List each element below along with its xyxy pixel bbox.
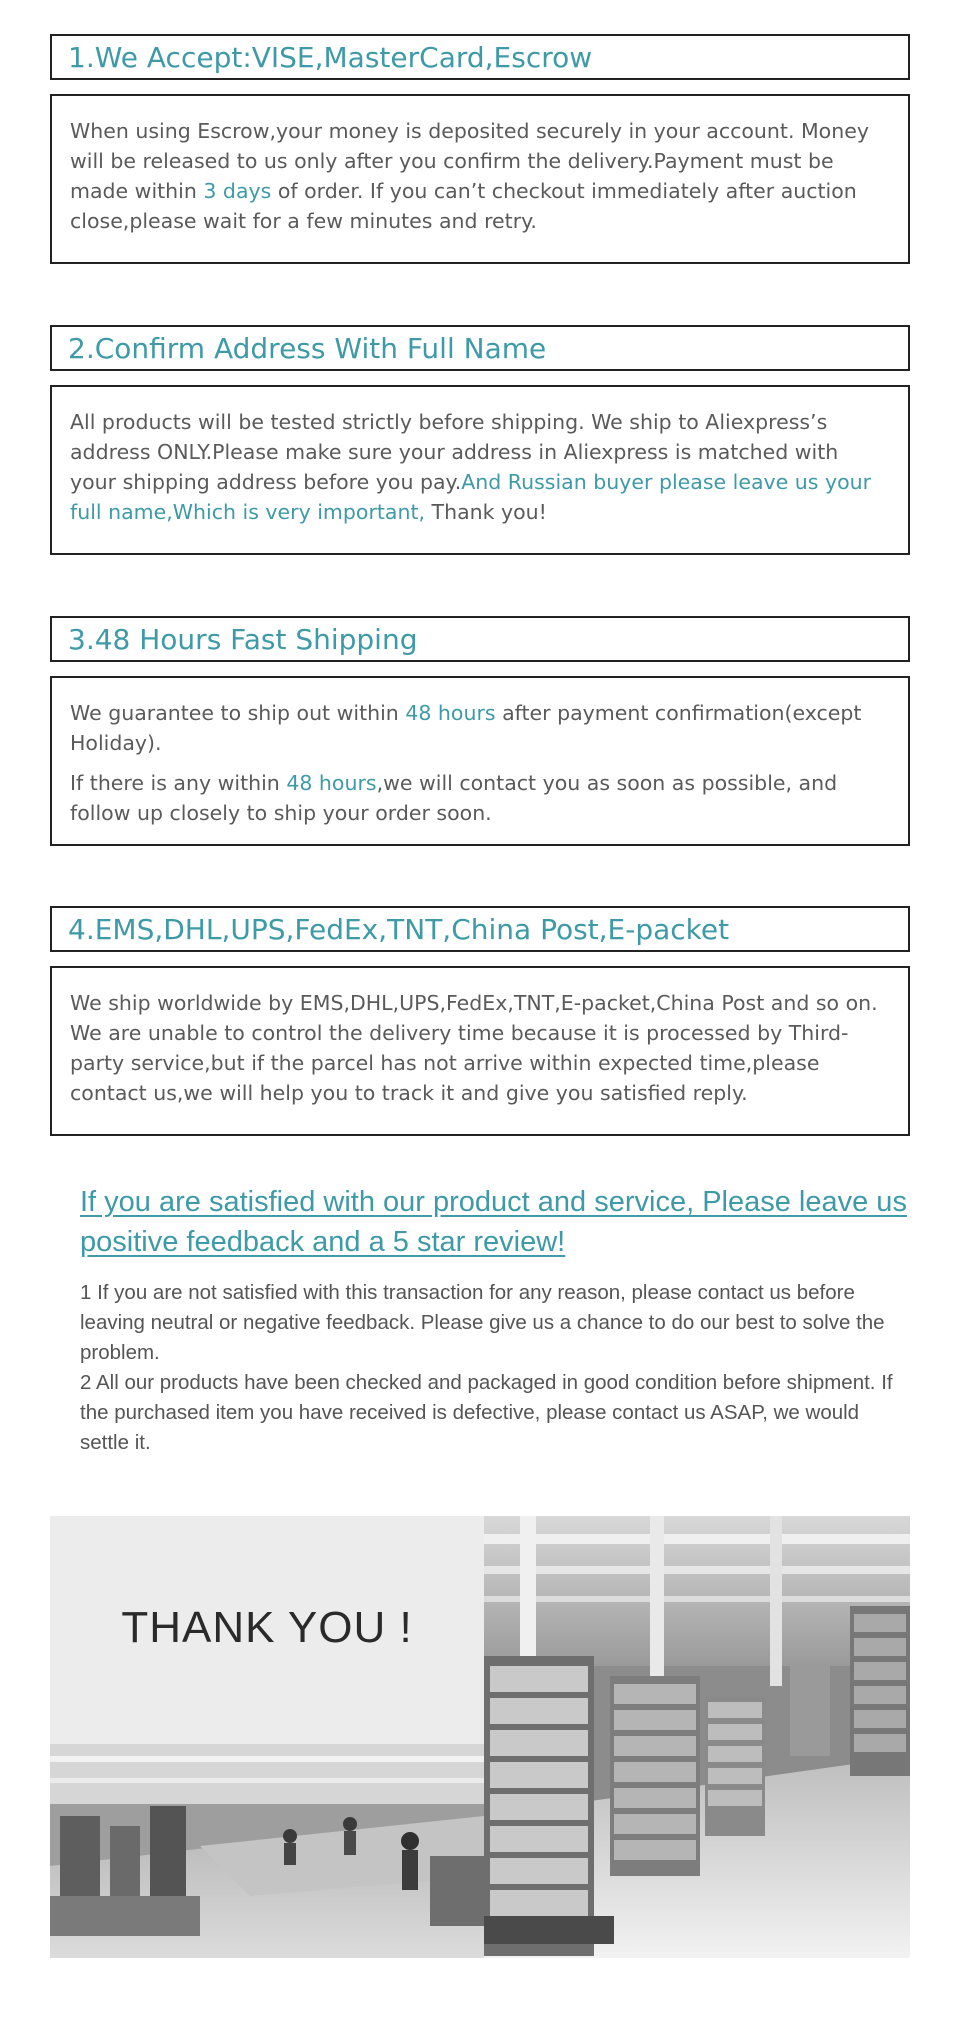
- body-text: ,we will contact you as soon as possible, and follow up closely to ship your order soon.: [70, 771, 838, 825]
- body-text: of order. If you can’t checkout immediately after auction close,please wait for a few minutes and retry.: [70, 179, 857, 233]
- highlighted-text: And Russian buyer please leave us your full name,Which is very important,: [70, 470, 872, 524]
- section-3-paragraph: [70, 768, 890, 828]
- section-3-text: [70, 698, 890, 828]
- highlighted-text: 48 hours: [405, 701, 496, 725]
- section-4-title: 4.EMS,DHL,UPS,FedEx,TNT,China Post,E-packet: [68, 913, 730, 946]
- section-1-body: [50, 94, 910, 264]
- section-1-title: 1.We Accept:VISE,MasterCard,Escrow: [68, 41, 593, 74]
- section-2-title-box: [50, 325, 910, 371]
- section-2-paragraph: [70, 407, 890, 527]
- feedback-point-2: 2 All our products have been checked and packaged in good condition before shipment. If the purchased item you have received is defective, please contact us ASAP, we would settle it.: [80, 1371, 893, 1454]
- section-4-text: [70, 988, 890, 1108]
- thank-you-text: THANK YOU !: [121, 1603, 413, 1652]
- section-3-paragraph: [70, 698, 890, 758]
- section-4-paragraph: [70, 988, 890, 1108]
- section-4-title-box: [50, 906, 910, 952]
- body-text: If there is any within: [70, 771, 287, 795]
- section-2-title: 2.Confirm Address With Full Name: [68, 332, 547, 365]
- workshop-photo: [50, 1744, 484, 1958]
- feedback-headline: If you are satisfied with our product and service, Please leave us positive feedback and a 5 star review!: [80, 1186, 907, 1258]
- body-text: All products will be tested strictly before shipping. We ship to Aliexpress’s address ONLY.Please make sure your address in Aliexpress is matched with your shipping address before you pay.: [70, 410, 839, 494]
- body-text: after payment confirmation(except Holiday).: [70, 701, 862, 755]
- section-2-body: [50, 385, 910, 555]
- body-text: We ship worldwide by EMS,DHL,UPS,FedEx,TNT,E-packet,China Post and so on. We are unable to control the delivery time because it is processed by Third-party service,but if the parcel has not arrive within expected time,please contact us,we will help you to track it and give you satisfied reply.: [70, 991, 878, 1105]
- highlighted-text: 48 hours: [286, 771, 377, 795]
- body-text: We guarantee to ship out within: [70, 701, 406, 725]
- thank-you-area: [50, 1516, 484, 1744]
- section-3-title-box: [50, 616, 910, 662]
- section-4-body: [50, 966, 910, 1136]
- section-1-paragraph: [70, 116, 890, 236]
- section-3-body: [50, 676, 910, 846]
- thank-you-banner: [50, 1516, 910, 1958]
- warehouse-photo: [484, 1516, 910, 1958]
- feedback-section: [80, 1182, 910, 1458]
- section-2-text: [70, 407, 890, 527]
- section-1-title-box: [50, 34, 910, 80]
- highlighted-text: 3 days: [203, 179, 272, 203]
- body-text: When using Escrow,your money is deposited securely in your account. Money will be released to us only after you confirm the delivery.Payment must be made within: [70, 119, 869, 203]
- section-1-text: [70, 116, 890, 236]
- feedback-point-1: 1 If you are not satisfied with this transaction for any reason, please contact us before leaving neutral or negative feedback. Please give us a chance to do our best to solve the problem.: [80, 1281, 885, 1364]
- body-text: Thank you!: [425, 500, 547, 524]
- section-3-title: 3.48 Hours Fast Shipping: [68, 623, 418, 656]
